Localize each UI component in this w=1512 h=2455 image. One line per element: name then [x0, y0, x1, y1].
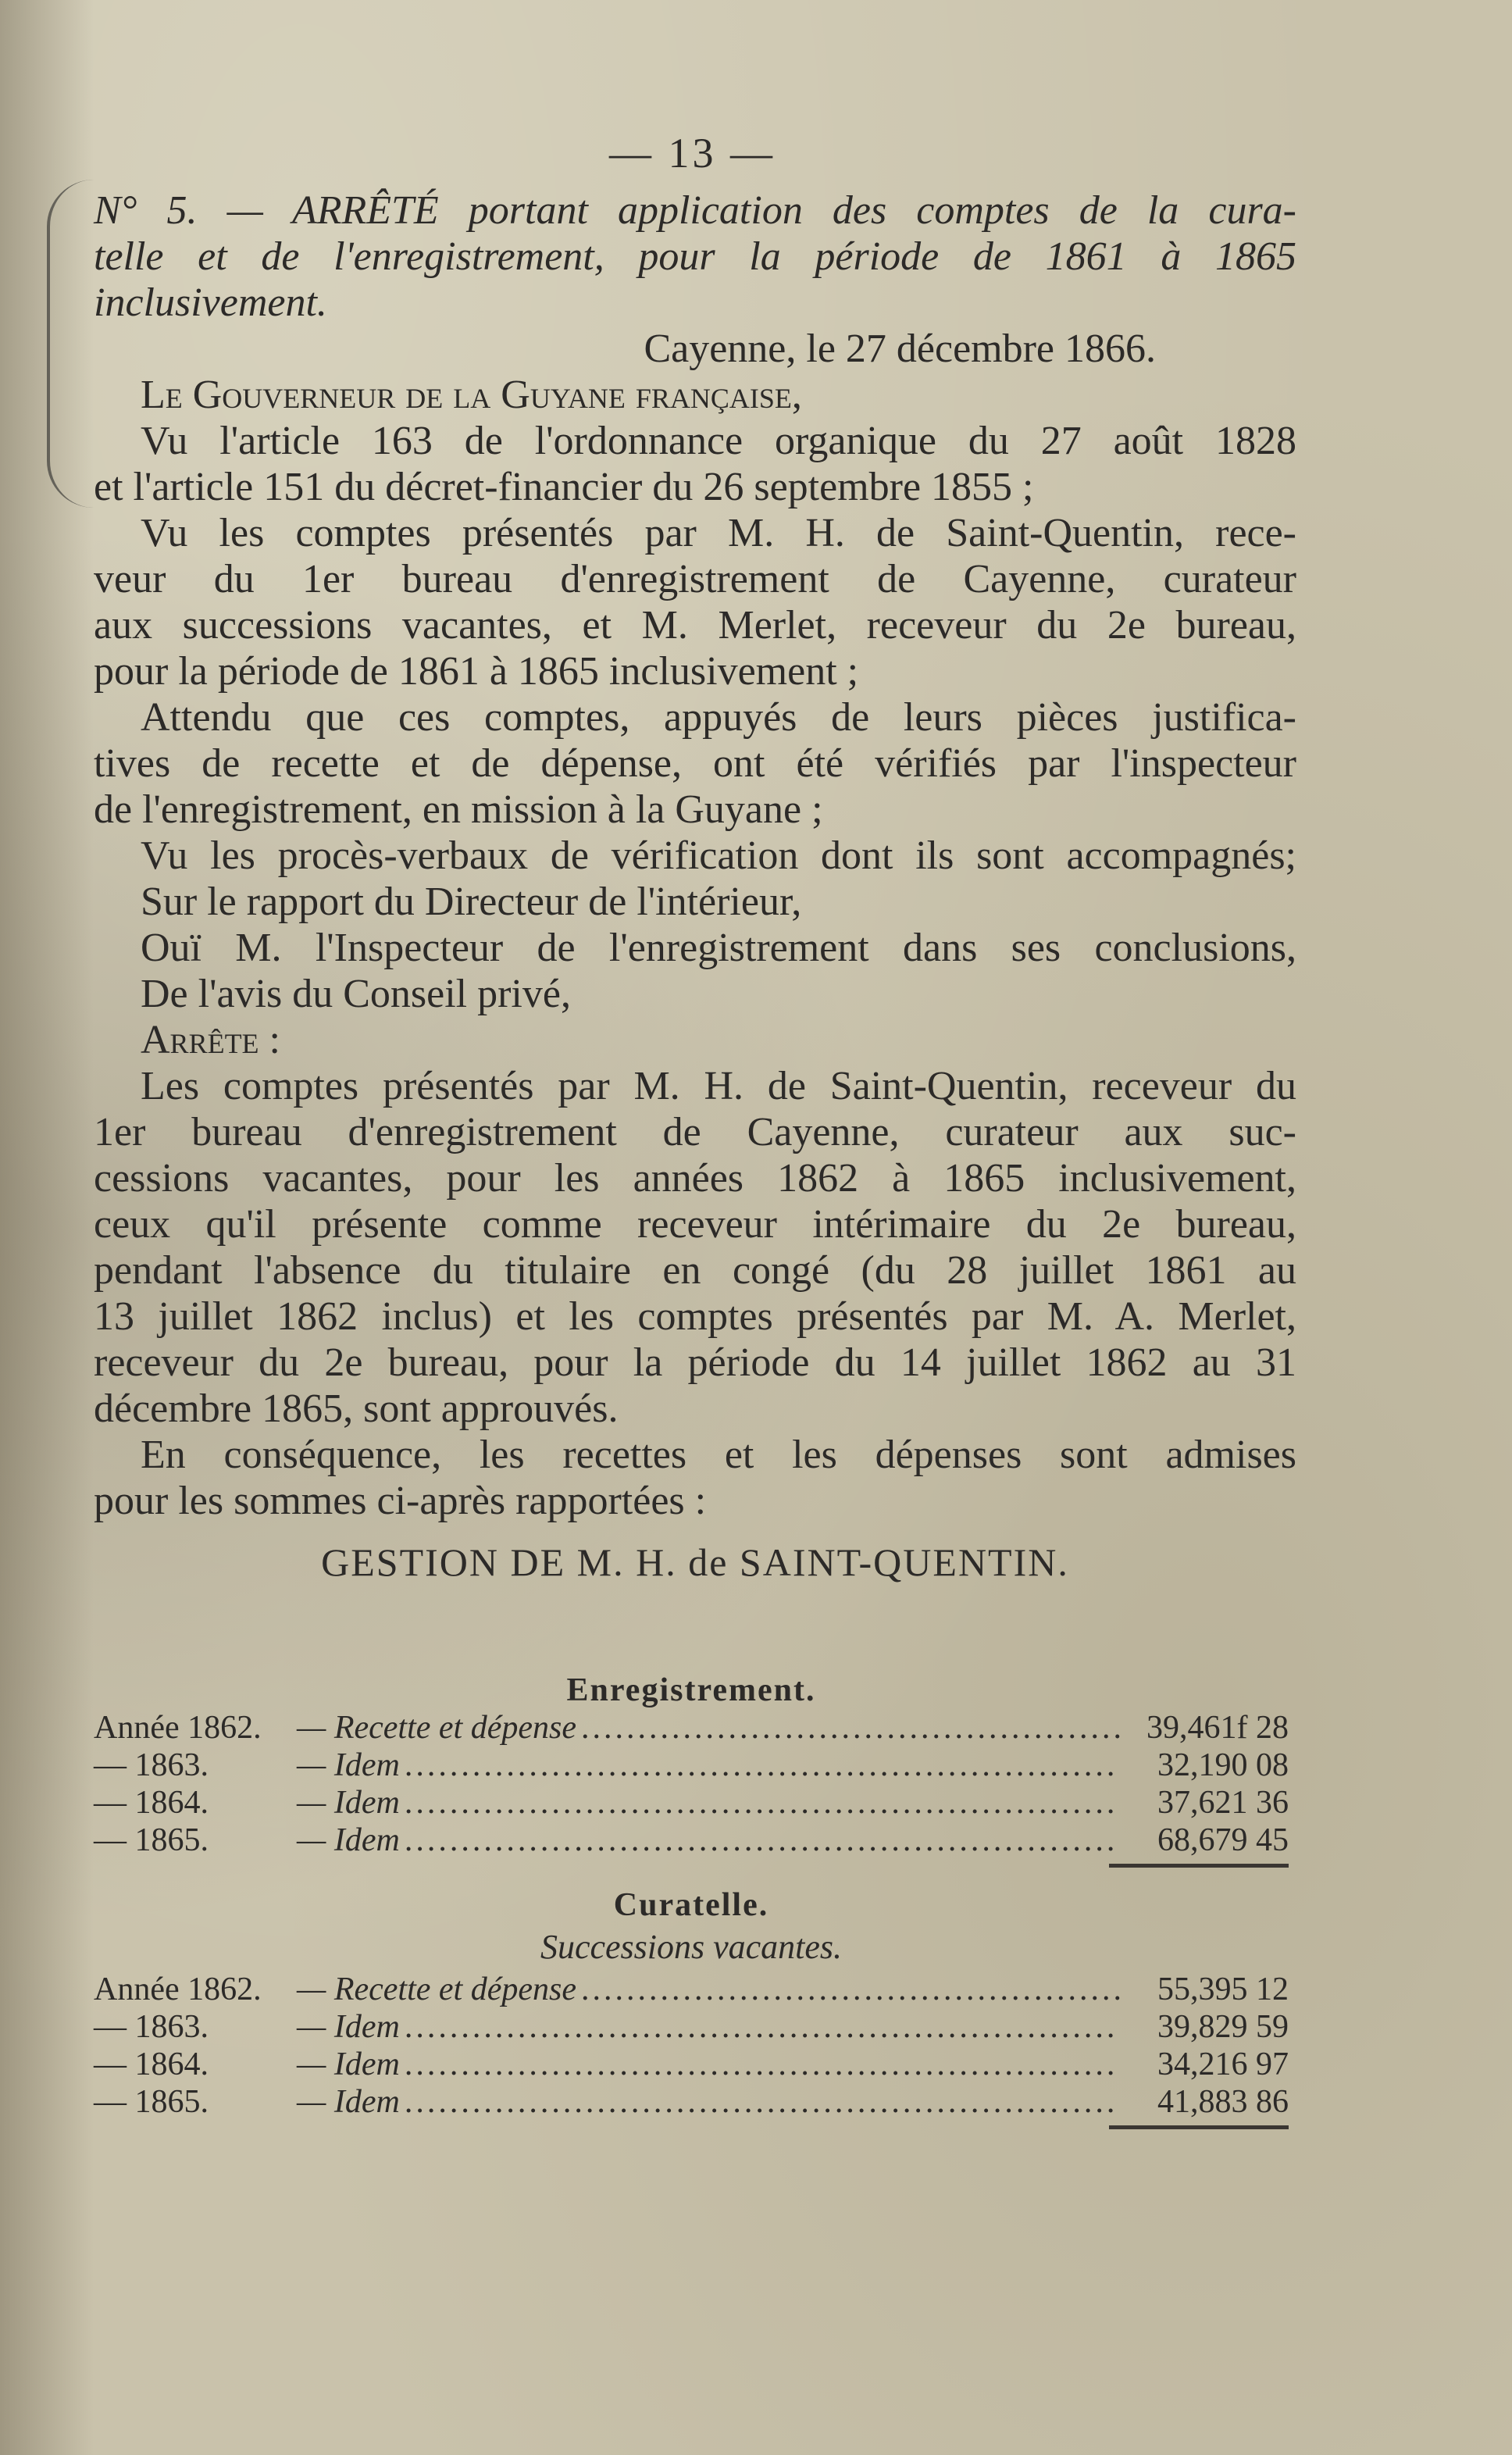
table-row	[94, 1747, 1289, 1784]
leader-dots	[581, 1971, 1120, 2008]
row-label: — Idem	[297, 2046, 400, 2082]
table-row	[94, 1784, 1289, 1822]
leader-dots	[405, 2008, 1120, 2046]
row-label: — Idem	[297, 1785, 400, 1821]
row-label: — Idem	[297, 2009, 400, 2045]
row-amount: 34,216 97	[1157, 2046, 1289, 2082]
table-row	[94, 1971, 1289, 2008]
text-line: veur du 1er bureau d'enregistrement de Cayenne, curateur	[94, 557, 1296, 601]
row-amount: 41,883 86	[1157, 2084, 1289, 2120]
text-line: Vu les comptes présentés par M. H. de Saint-Quentin, rece-	[141, 511, 1296, 555]
total-rule	[1109, 2125, 1289, 2129]
row-year: — 1863.	[94, 1747, 209, 1783]
table-row	[94, 2046, 1289, 2083]
text-line: tives de recette et de dépense, ont été vérifiés par l'inspecteur	[94, 741, 1296, 786]
row-year: Année 1862.	[94, 1710, 262, 1746]
text-line: cessions vacantes, pour les années 1862 à 1865 inclusivement,	[94, 1156, 1296, 1201]
row-year: — 1864.	[94, 2046, 209, 2082]
row-label: — Idem	[297, 1747, 400, 1783]
leader-dots	[405, 1747, 1120, 1784]
curatelle-subheading: Successions vacantes.	[540, 1928, 843, 1966]
text-line: Vu les procès-verbaux de vérification dont ils sont accompagnés;	[141, 833, 1296, 878]
text-line: décembre 1865, sont approuvés.	[94, 1386, 619, 1431]
row-year: — 1865.	[94, 2084, 209, 2120]
row-amount: 39,829 59	[1157, 2009, 1289, 2045]
place-date: Cayenne, le 27 décembre 1866.	[644, 327, 1156, 371]
enregistrement-heading: Enregistrement.	[566, 1672, 816, 1708]
title-line-3: inclusivement.	[94, 280, 327, 325]
enregistrement-table	[94, 1672, 1289, 1868]
text-line: ceux qu'il présente comme receveur intérimaire du 2e bureau,	[94, 1202, 1296, 1247]
text-line: pour la période de 1861 à 1865 inclusivement ;	[94, 649, 859, 694]
text-line: pendant l'absence du titulaire en congé (du 28 juillet 1861 au	[94, 1248, 1296, 1293]
row-label: — Recette et dépense	[297, 1710, 576, 1746]
text-line: et l'article 151 du décret-financier du 26 septembre 1855 ;	[94, 465, 1034, 509]
arrete-text	[94, 187, 1296, 1586]
row-label: — Idem	[297, 1822, 400, 1858]
text-line: receveur du 2e bureau, pour la période du 14 juillet 1862 au 31	[94, 1340, 1296, 1385]
text-line: Ouï M. l'Inspecteur de l'enregistrement dans ses conclusions,	[141, 926, 1296, 970]
text-line: 13 juillet 1862 inclus) et les comptes présentés par M. A. Merlet,	[94, 1294, 1296, 1339]
enregistrement-rows	[94, 1709, 1289, 1859]
page-number: — 13 —	[609, 130, 776, 177]
text-line: aux successions vacantes, et M. Merlet, receveur du 2e bureau,	[94, 603, 1296, 648]
row-amount: 39,461f 28	[1146, 1710, 1289, 1746]
leader-dots	[405, 1784, 1120, 1822]
leader-dots	[405, 1822, 1120, 1859]
curatelle-heading: Curatelle.	[613, 1887, 769, 1923]
row-year: Année 1862.	[94, 1971, 262, 2007]
curatelle-rows	[94, 1971, 1289, 2121]
section-title: GESTION DE M. H. de SAINT-QUENTIN.	[321, 1540, 1069, 1584]
arrete-heading: Arrête :	[141, 1018, 280, 1062]
row-label: — Idem	[297, 2084, 400, 2120]
table-row	[94, 1709, 1289, 1747]
leader-dots	[581, 1709, 1120, 1747]
table-row	[94, 2083, 1289, 2121]
row-amount: 32,190 08	[1157, 1747, 1289, 1783]
title-line-1: N° 5. — ARRÊTÉ portant application des comptes de la cura-	[94, 188, 1296, 233]
text-line: 1er bureau d'enregistrement de Cayenne, curateur aux suc-	[94, 1110, 1296, 1154]
row-year: — 1864.	[94, 1785, 209, 1821]
table-row	[94, 1822, 1289, 1859]
row-label: — Recette et dépense	[297, 1971, 576, 2007]
text-line: Sur le rapport du Directeur de l'intérieur,	[141, 880, 802, 924]
title-line-2: telle et de l'enregistrement, pour la période de 1861 à 1865	[94, 234, 1296, 279]
row-year: — 1865.	[94, 1822, 209, 1858]
text-line: de l'enregistrement, en mission à la Guyane ;	[94, 787, 823, 832]
leader-dots	[405, 2046, 1120, 2083]
text-line: pour les sommes ci-après rapportées :	[94, 1479, 707, 1523]
row-amount: 68,679 45	[1157, 1822, 1289, 1858]
total-rule	[1109, 1864, 1289, 1868]
curatelle-table	[94, 1886, 1289, 2129]
governor-line: Le Gouverneur de la Guyane française,	[141, 373, 802, 417]
text-line: En conséquence, les recettes et les dépenses sont admises	[141, 1433, 1296, 1477]
text-line: De l'avis du Conseil privé,	[141, 972, 571, 1016]
row-amount: 37,621 36	[1157, 1785, 1289, 1821]
table-row	[94, 2008, 1289, 2046]
text-line: Les comptes présentés par M. H. de Saint-Quentin, receveur du	[141, 1064, 1296, 1108]
text-line: Vu l'article 163 de l'ordonnance organique du 27 août 1828	[141, 419, 1296, 463]
leader-dots	[405, 2083, 1120, 2121]
text-line: Attendu que ces comptes, appuyés de leurs pièces justifica-	[141, 695, 1296, 740]
row-amount: 55,395 12	[1157, 1971, 1289, 2007]
row-year: — 1863.	[94, 2009, 209, 2045]
